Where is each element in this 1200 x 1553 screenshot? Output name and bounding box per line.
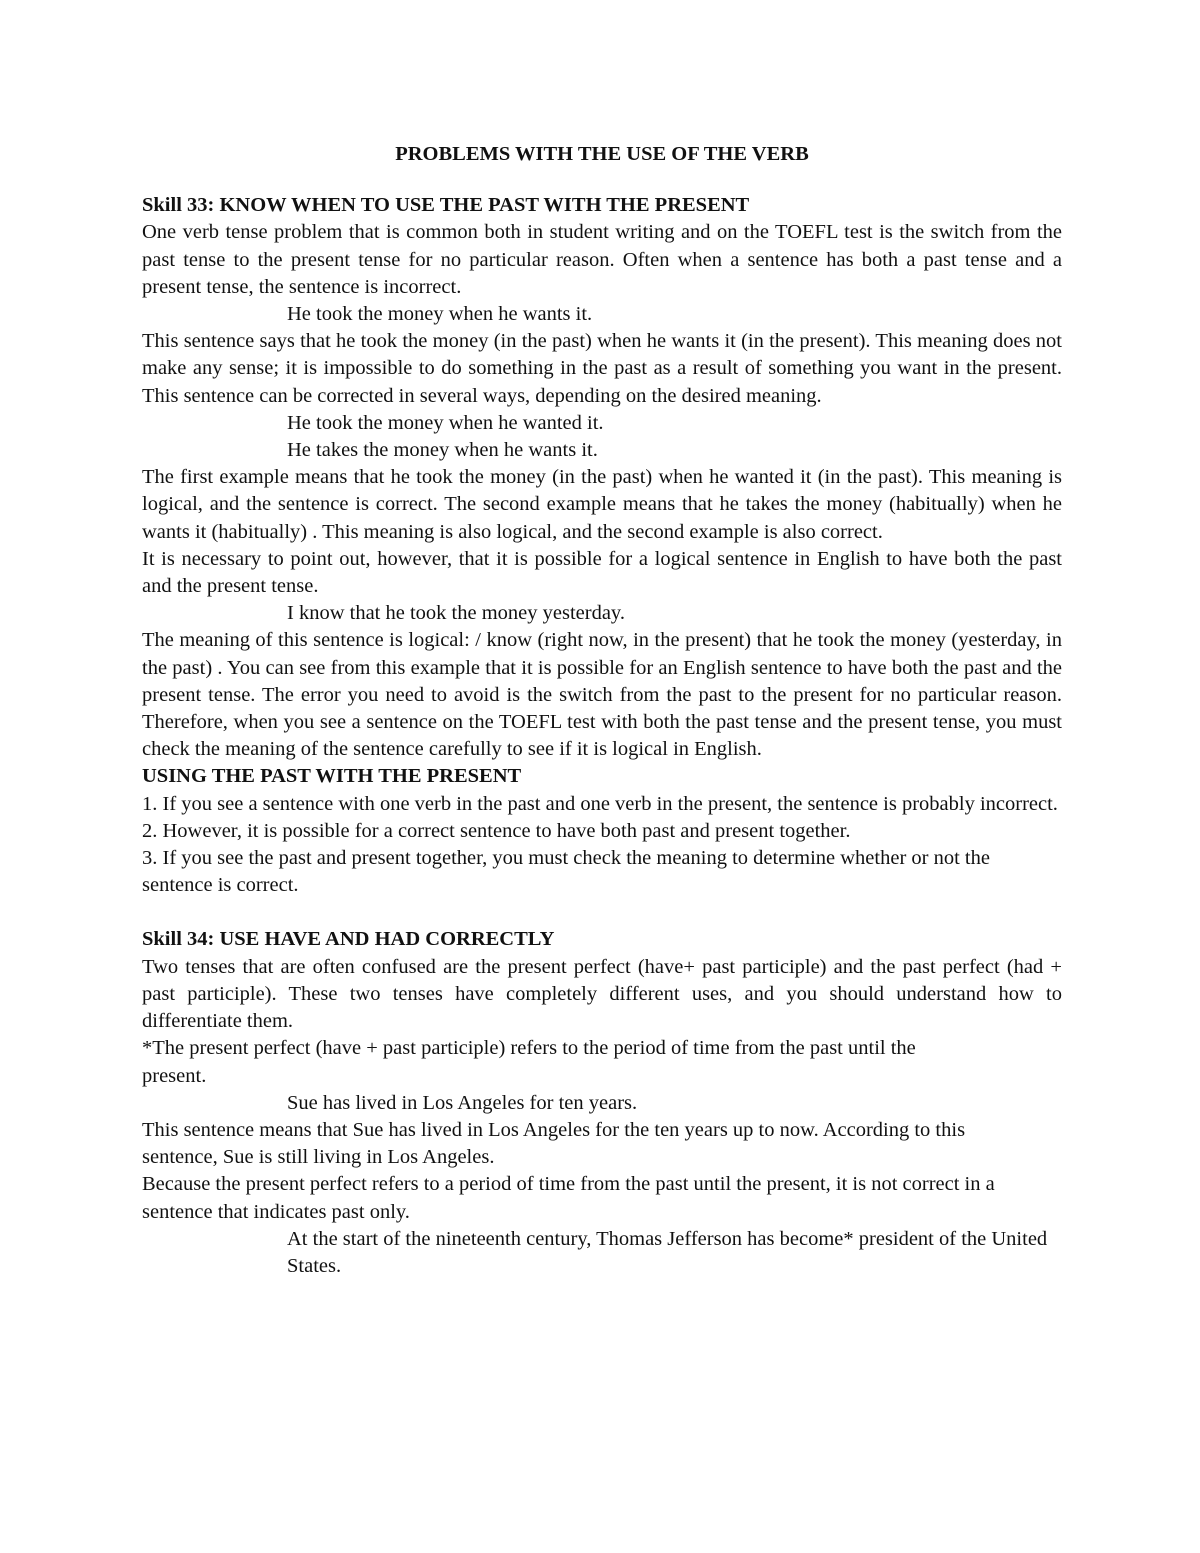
skill-34-explanation-1: This sentence means that Sue has lived in Los Angeles for the ten years up to now. According to this sentence, Sue is still living in Los Angeles. [142,1118,966,1169]
example-sentence: He took the money when he wanted it. [287,411,604,434]
example-sentence: He takes the money when he wants it. [287,439,598,462]
example-sentence: He took the money when he wants it. [287,303,593,326]
skill-33-explanation-4: The meaning of this sentence is logical: / know (right now, in the present) that he took the money (yesterday, in the past) . You can see from this example that it is possible for an English sentence to have both the past and the present tense. The error you need to avoid is the switch from the past to the present for no particular reason. Therefore, when you see a sentence on the TOEFL test with both the past tense and the present tense, you must check the meaning of the sentence carefully to see if it is logical in English. [142,629,1062,761]
skill-33-intro: One verb tense problem that is common both in student writing and on the TOEFL test is the switch from the past tense to the present tense for no particular reason. Often when a sentence has both a past tense and a present tense, the sentence is incorrect. [142,221,1062,298]
skill-34-point: *The present perfect (have + past participle) refers to the period of time from the past until the present. [142,1037,916,1087]
skill-34-heading: Skill 34: USE HAVE AND HAD CORRECTLY [142,928,555,951]
skill-33-heading: Skill 33: KNOW WHEN TO USE THE PAST WITH THE PRESENT [142,194,750,217]
summary-heading: USING THE PAST WITH THE PRESENT [142,765,522,788]
rule-item: 3. If you see the past and present together, you must check the meaning to determine whether or not the sentence is correct. [142,847,990,897]
skill-34-explanation-2: Because the present perfect refers to a period of time from the past until the present, it is not correct in a sentence that indicates past only. [142,1173,995,1223]
rule-item: 1. If you see a sentence with one verb in the past and one verb in the present, the sentence is probably incorrect. [142,792,1058,815]
skill-33-explanation-1: This sentence says that he took the money (in the past) when he wants it (in the present). This meaning does not make any sense; it is impossible to do something in the past as a result of something you want in the present. This sentence can be corrected in several ways, depending on the desired meaning. [142,330,1062,407]
rule-item: 2. However, it is possible for a correct sentence to have both past and present together. [142,819,851,842]
page-title: PROBLEMS WITH THE USE OF THE VERB [395,143,809,165]
example-sentence: At the start of the nineteenth century, Thomas Jefferson has become* president of the United States. [287,1227,1048,1277]
document-page [142,141,1062,1280]
skill-33-explanation-2: The first example means that he took the money (in the past) when he wanted it (in the past). This meaning is logical, and the sentence is correct. The second example means that he takes the money (habitually) when he wants it (habitually) . This meaning is also logical, and the second example is also correct. [142,466,1062,543]
skill-34-intro: Two tenses that are often confused are the present perfect (have+ past participle) and the past perfect (had + past participle). These two tenses have completely different uses, and you should understand how to differentiate them. [142,955,1062,1033]
example-sentence: Sue has lived in Los Angeles for ten years. [287,1091,638,1114]
skill-33-explanation-3: It is necessary to point out, however, that it is possible for a logical sentence in English to have both the past and the present tense. [142,547,1062,598]
section-spacer [142,899,1062,926]
example-sentence: I know that he took the money yesterday. [287,602,625,625]
